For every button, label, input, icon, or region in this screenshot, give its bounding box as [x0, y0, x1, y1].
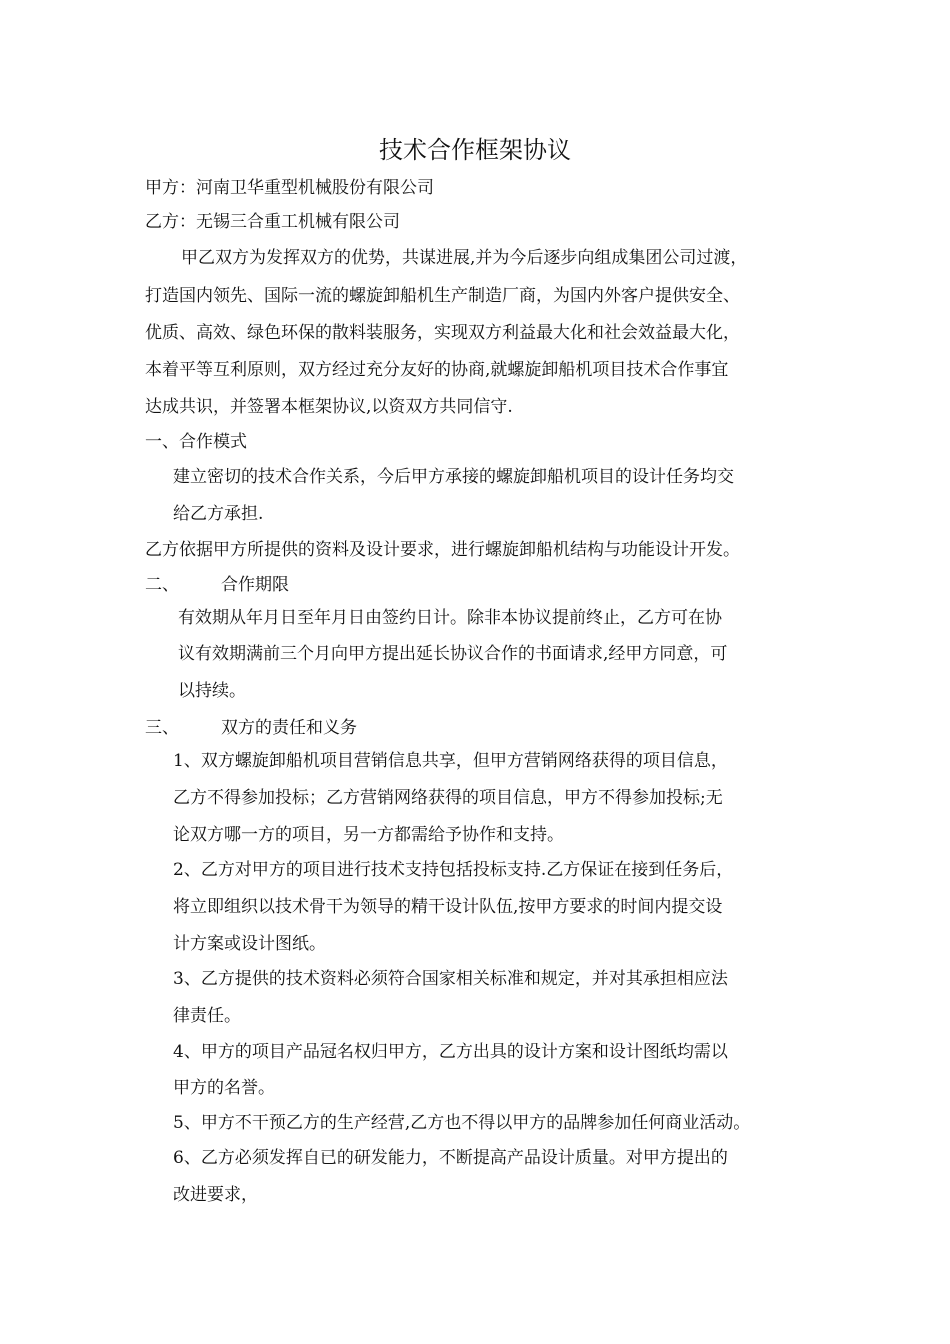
- section-line: 有效期从年月日至年月日由签约日计。除非本协议提前终止，乙方可在协: [178, 608, 722, 628]
- section-line: 5、甲方不干预乙方的生产经营,乙方也不得以甲方的品牌参加任何商业活动。: [173, 1113, 751, 1133]
- section-line: 3、乙方提供的技术资料必须符合国家相关标准和规定，并对其承担相应法: [173, 969, 728, 989]
- section-line: 乙方不得参加投标；乙方营销网络获得的项目信息，甲方不得参加投标;无: [173, 788, 723, 808]
- section-number: 三、: [145, 718, 179, 738]
- section-line: 给乙方承担.: [173, 504, 264, 524]
- preamble-line: 本着平等互利原则，双方经过充分友好的协商,就螺旋卸船机项目技术合作事宜: [145, 360, 729, 380]
- section-heading-text: 合作期限: [221, 575, 289, 595]
- party-a-line: 甲方：河南卫华重型机械股份有限公司: [145, 178, 434, 198]
- section-line: 4、甲方的项目产品冠名权归甲方，乙方出具的设计方案和设计图纸均需以: [173, 1042, 728, 1062]
- section-line: 将立即组织以技术骨干为领导的精干设计队伍,按甲方要求的时间内提交设: [173, 897, 723, 917]
- section-number: 二、: [145, 575, 179, 595]
- preamble-line: 打造国内领先、国际一流的螺旋卸船机生产制造厂商，为国内外客户提供安全、: [145, 286, 740, 306]
- preamble-line: 优质、高效、绿色环保的散料装服务，实现双方利益最大化和社会效益最大化，: [145, 323, 740, 343]
- section-line: 律责任。: [173, 1006, 241, 1026]
- section-line: 议有效期满前三个月向甲方提出延长协议合作的书面请求,经甲方同意，可: [178, 644, 728, 664]
- section-line: 改进要求，: [173, 1185, 258, 1205]
- section-heading: [145, 572, 289, 598]
- document-title: 技术合作框架协议: [379, 136, 571, 164]
- section-heading-text: 双方的责任和义务: [221, 718, 357, 738]
- section-line: 2、乙方对甲方的项目进行技术支持包括投标支持.乙方保证在接到任务后，: [173, 860, 734, 880]
- party-b-line: 乙方：无锡三合重工机械有限公司: [145, 212, 400, 232]
- preamble-line: 达成共识，并签署本框架协议,以资双方共同信守.: [145, 397, 513, 417]
- section-line: 建立密切的技术合作关系，今后甲方承接的螺旋卸船机项目的设计任务均交: [173, 467, 734, 487]
- section-line: 6、乙方必须发挥自已的研发能力，不断提高产品设计质量。对甲方提出的: [173, 1148, 728, 1168]
- section-line: 论双方哪一方的项目，另一方都需给予协作和支持。: [173, 825, 564, 845]
- section-line: 乙方依据甲方所提供的资料及设计要求，进行螺旋卸船机结构与功能设计开发。: [145, 540, 740, 560]
- section-heading: 一、合作模式: [145, 432, 247, 452]
- section-line: 1、双方螺旋卸船机项目营销信息共享，但甲方营销网络获得的项目信息，: [173, 751, 728, 771]
- section-line: 甲方的名誉。: [173, 1078, 275, 1098]
- section-line: 计方案或设计图纸。: [173, 934, 326, 954]
- section-line: 以持续。: [178, 681, 246, 701]
- preamble-line: 甲乙双方为发挥双方的优势，共谋进展,并为今后逐步向组成集团公司过渡，: [181, 248, 748, 268]
- section-heading: [145, 715, 357, 741]
